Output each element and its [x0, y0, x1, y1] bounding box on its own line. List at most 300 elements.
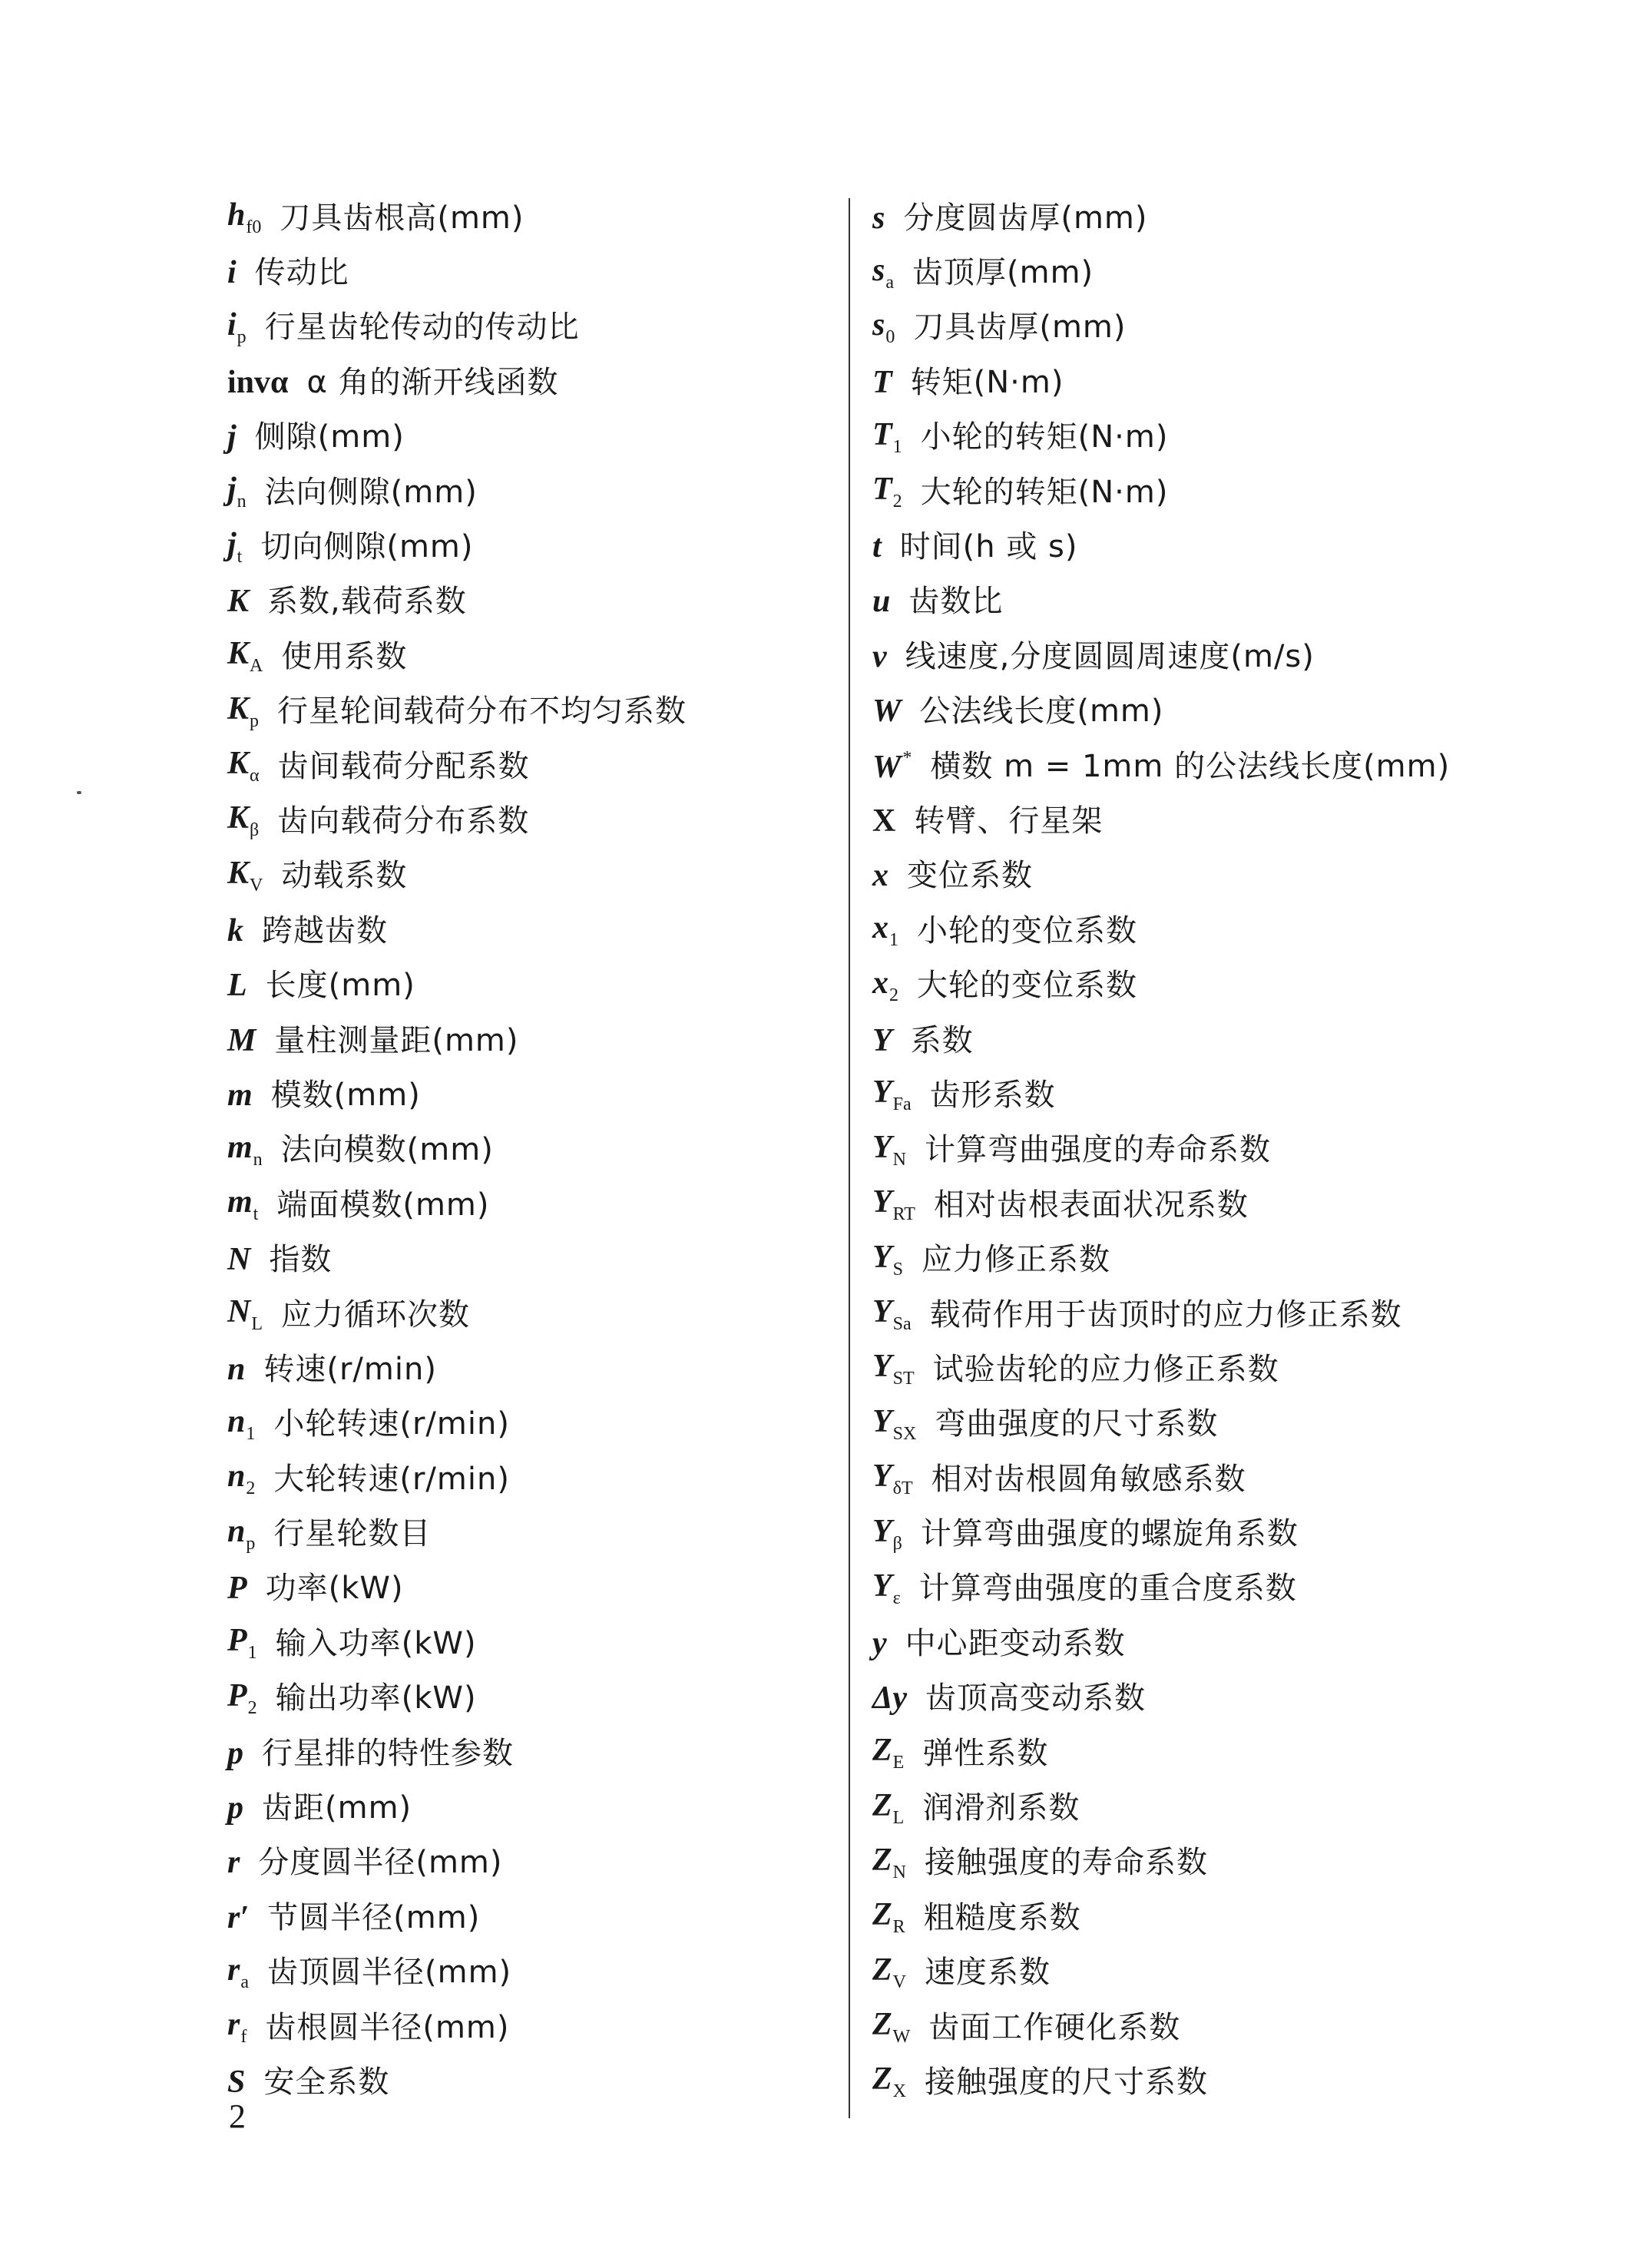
symbol-base: Y — [872, 1074, 892, 1111]
symbol — [227, 528, 242, 566]
symbol-entry — [872, 1452, 1563, 1506]
symbol-base: P — [227, 1677, 247, 1713]
symbol-entry — [872, 1945, 1563, 2000]
symbol — [872, 531, 882, 563]
symbol-base: i — [227, 255, 237, 291]
symbol-subscript: δT — [892, 1478, 913, 1499]
symbol-subscript: 1 — [889, 930, 898, 951]
symbol-base: W — [872, 750, 902, 786]
symbol-base: h — [227, 197, 246, 233]
symbol — [872, 1460, 913, 1498]
symbol-base: K — [227, 584, 250, 620]
symbol-description: 载荷作用于齿顶时的应力修正系数 — [929, 1296, 1402, 1333]
symbol-description: 计算弯曲强度的螺旋角系数 — [920, 1516, 1299, 1552]
symbol-entry — [872, 1780, 1563, 1835]
symbol-description: 行星排的特性参数 — [262, 1735, 514, 1771]
symbol — [872, 202, 885, 234]
symbol-entry — [227, 1232, 826, 1286]
symbol-entry — [227, 684, 826, 739]
symbol — [227, 584, 250, 620]
symbol-description: 齿面工作硬化系数 — [928, 2009, 1181, 2045]
symbol — [872, 1734, 904, 1772]
symbol — [872, 473, 902, 511]
symbol-description: 计算弯曲强度的寿命系数 — [925, 1132, 1271, 1168]
symbol-base: r′ — [227, 1899, 250, 1935]
symbol-entry — [872, 958, 1563, 1012]
symbol — [227, 1186, 258, 1223]
symbol-description: 法向侧隙(mm) — [264, 474, 478, 510]
symbol — [227, 257, 237, 289]
symbol-entry — [227, 1123, 826, 1177]
symbol-description: 端面模数(mm) — [276, 1187, 490, 1223]
symbol-entry — [227, 1506, 826, 1561]
symbol-entry — [872, 1671, 1563, 1726]
symbol-base: n — [227, 1351, 246, 1387]
symbol — [227, 690, 260, 731]
symbol-subscript: n — [253, 1149, 263, 1170]
symbol — [872, 366, 892, 399]
symbol-description: 公法线长度(mm) — [919, 694, 1164, 730]
symbol — [227, 199, 261, 237]
symbol — [227, 1022, 256, 1058]
symbol-subscript: RT — [892, 1204, 915, 1225]
symbol-entry — [872, 1123, 1563, 1177]
symbol-description: 线速度,分度圆圆周速度(m/s) — [905, 638, 1315, 674]
symbol-entry — [227, 355, 826, 409]
symbol-base: m — [227, 1184, 253, 1220]
symbol-base: K — [227, 690, 250, 727]
symbol-base: s — [872, 252, 885, 288]
symbol-description: 大轮转速(r/min) — [273, 1461, 510, 1497]
symbol-description: 齿数比 — [908, 584, 1004, 620]
symbol-entry — [227, 903, 826, 958]
symbol-base: Y — [872, 1129, 892, 1165]
symbol-entry — [872, 1726, 1563, 1780]
symbol-base: S — [227, 2064, 246, 2100]
symbol — [227, 1792, 243, 1824]
symbol — [872, 748, 912, 786]
symbol-subscript: 2 — [247, 1697, 257, 1718]
symbol — [872, 1787, 905, 1828]
symbol-base: T — [872, 416, 892, 452]
symbol — [227, 1954, 249, 1992]
symbol-entry — [227, 739, 826, 793]
symbol-subscript: V — [250, 875, 263, 896]
symbol-entry — [872, 2000, 1563, 2054]
symbol-base: K — [227, 636, 250, 672]
symbol — [227, 857, 263, 895]
symbol — [872, 1899, 905, 1936]
symbol-description: 安全系数 — [263, 2064, 390, 2100]
symbol — [872, 416, 902, 457]
symbol-entry — [227, 1890, 826, 1945]
symbol — [872, 1131, 906, 1169]
symbol-description: 行星轮数目 — [273, 1516, 432, 1552]
symbol-base: m — [227, 1077, 253, 1113]
symbol-subscript: p — [246, 1533, 256, 1554]
symbol-base: j — [227, 419, 237, 455]
symbol-description: 传动比 — [254, 255, 349, 291]
symbol-description: 齿距(mm) — [262, 1790, 412, 1826]
symbol-base: Δy — [872, 1680, 907, 1717]
symbol-entry — [227, 793, 826, 848]
symbol-entry — [227, 519, 826, 574]
symbol-subscript: ε — [892, 1588, 901, 1608]
symbol — [872, 306, 895, 347]
symbol-entry — [872, 1287, 1563, 1342]
symbol — [872, 1627, 887, 1660]
symbol-subscript: β — [250, 820, 260, 841]
symbol-base: N — [227, 1294, 251, 1329]
symbol-entry — [872, 300, 1563, 355]
symbol-subscript: f0 — [246, 217, 262, 238]
symbol-base: Z — [872, 1733, 892, 1769]
symbol-subscript: R — [892, 1917, 905, 1938]
symbol-entry — [227, 1342, 826, 1396]
symbol-base: r — [227, 1845, 240, 1881]
symbol-subscript: 0 — [885, 326, 895, 347]
symbol-entry — [872, 1561, 1563, 1616]
symbol — [872, 1350, 915, 1388]
symbol-base: Y — [872, 1294, 892, 1329]
symbol-base: p — [227, 1790, 243, 1826]
symbol-description: 试验齿轮的应力修正系数 — [932, 1351, 1279, 1387]
symbol-subscript: A — [250, 656, 263, 677]
symbol-entry — [872, 410, 1563, 465]
symbol-base: Y — [872, 1458, 892, 1495]
symbol-description: 长度(mm) — [265, 968, 415, 1004]
symbol-entry — [872, 1013, 1563, 1068]
symbol-description: 变位系数 — [907, 858, 1033, 894]
symbol-entry — [227, 1671, 826, 1726]
symbol-description: 润滑剂系数 — [922, 1790, 1080, 1826]
symbol-base: K — [227, 746, 250, 782]
symbol — [872, 1186, 915, 1223]
symbol-base: T — [872, 472, 892, 508]
symbol-subscript: Sa — [892, 1314, 912, 1334]
symbol-subscript: V — [892, 1972, 906, 1992]
symbol-description: 齿顶高变动系数 — [925, 1680, 1146, 1717]
symbol-superscript: * — [902, 748, 912, 769]
symbol — [227, 1243, 250, 1276]
symbol — [872, 805, 895, 837]
symbol-entry — [227, 245, 826, 300]
symbol-description: 输出功率(kW) — [275, 1680, 477, 1717]
symbol-description: 转速(r/min) — [263, 1351, 437, 1387]
symbol-base: W — [872, 694, 902, 730]
symbol-subscript: X — [892, 2081, 906, 2102]
symbol-description: 小轮的转矩(N·m) — [920, 419, 1169, 455]
symbol-description: 动载系数 — [281, 858, 408, 894]
symbol-description: 接触强度的尺寸系数 — [925, 2064, 1208, 2100]
symbol — [872, 1680, 907, 1717]
symbol-entry — [227, 849, 826, 903]
symbol-subscript: N — [892, 1862, 906, 1882]
symbol — [227, 802, 259, 839]
symbol-description: 刀具齿厚(mm) — [913, 310, 1127, 346]
symbol-base: p — [227, 1735, 243, 1771]
symbol-entry — [227, 1561, 826, 1616]
symbol-entry — [227, 1287, 826, 1342]
symbol-entry — [227, 1726, 826, 1780]
symbol-description: 转臂、行星架 — [914, 803, 1104, 839]
symbol-base: u — [872, 584, 891, 620]
symbol-entry — [872, 1890, 1563, 1945]
symbol-description: 应力循环次数 — [281, 1296, 471, 1333]
symbol-entry — [227, 465, 826, 519]
symbol-description: 齿形系数 — [929, 1077, 1056, 1113]
symbol-base: k — [227, 912, 243, 949]
symbol-description: 行星轮间载荷分布不均匀系数 — [277, 694, 687, 730]
symbol — [872, 584, 891, 620]
symbol-base: x — [872, 965, 888, 1001]
symbol — [872, 912, 898, 949]
symbol-subscript: a — [240, 1972, 250, 1992]
symbol-base: r — [227, 2007, 240, 2043]
symbol-description: 中心距变动系数 — [905, 1625, 1126, 1661]
symbol-base: v — [872, 638, 887, 674]
symbol — [227, 1405, 255, 1443]
symbol — [227, 1846, 240, 1879]
symbol-entry — [227, 410, 826, 465]
symbol-description: 刀具齿根高(mm) — [280, 200, 524, 236]
symbol-entry — [872, 1506, 1563, 1561]
symbol-subscript: 1 — [247, 1643, 257, 1664]
symbol-description: 行星齿轮传动的传动比 — [264, 310, 580, 346]
symbol-description: 接触强度的寿命系数 — [925, 1845, 1208, 1881]
symbol-base: s — [872, 200, 885, 236]
symbol-entry — [872, 574, 1563, 629]
symbol-description: 相对齿根表面状况系数 — [933, 1187, 1249, 1223]
symbol-base: x — [872, 858, 888, 894]
symbol-entry — [227, 1177, 826, 1232]
symbol — [227, 2066, 245, 2098]
symbol-description: 分度圆齿厚(mm) — [903, 200, 1148, 236]
symbol-entry — [872, 684, 1563, 739]
symbol-subscript: E — [892, 1753, 905, 1773]
symbol-description: 横数 m = 1mm 的公法线长度(mm) — [930, 748, 1451, 784]
symbol-subscript: SX — [892, 1423, 917, 1444]
symbol-subscript: p — [250, 710, 260, 731]
symbol-base: X — [872, 803, 896, 839]
symbol — [872, 859, 888, 892]
symbol — [227, 1079, 253, 1111]
symbol-description: 跨越齿数 — [262, 912, 388, 949]
symbol-entry — [227, 1452, 826, 1506]
symbol — [227, 421, 237, 453]
symbol-base: T — [872, 364, 892, 400]
symbol — [227, 1899, 250, 1935]
symbol-entry — [872, 355, 1563, 409]
symbol-base: Z — [872, 1842, 892, 1878]
symbol-entry — [872, 849, 1563, 903]
symbol — [227, 1571, 247, 1607]
symbol — [872, 1076, 912, 1114]
symbol-description: 转矩(N·m) — [910, 364, 1064, 400]
symbol — [872, 1954, 906, 1992]
symbol — [227, 2008, 247, 2046]
symbol-description: 切向侧隙(mm) — [260, 529, 474, 565]
symbol-subscript: α — [250, 766, 260, 786]
symbol-subscript: a — [885, 272, 895, 293]
symbol — [872, 2008, 910, 2046]
symbol-description: 系数,载荷系数 — [267, 584, 467, 620]
symbol-entry — [227, 300, 826, 355]
symbol-base: m — [227, 1129, 253, 1165]
symbol-subscript: W — [892, 2027, 911, 2048]
symbol-description: 齿间载荷分配系数 — [277, 748, 530, 784]
symbol-base: Y — [872, 1239, 892, 1275]
symbol-base: Y — [872, 1349, 892, 1385]
symbol-entry — [227, 629, 826, 684]
symbol-base: Z — [872, 1787, 892, 1823]
symbol-subscript: 2 — [246, 1478, 256, 1499]
symbol-base: Z — [872, 1897, 892, 1933]
symbol-entry — [872, 1397, 1563, 1452]
symbol-entry — [872, 465, 1563, 519]
symbol-base: i — [227, 306, 237, 343]
symbol-description: 弯曲强度的尺寸系数 — [935, 1406, 1219, 1442]
symbol — [227, 1515, 255, 1553]
symbol-description: 齿向载荷分布系数 — [277, 803, 530, 839]
symbol — [872, 1241, 903, 1279]
symbol-description: 大轮的转矩(N·m) — [920, 474, 1169, 510]
symbol — [872, 638, 887, 674]
symbol-description: α 角的渐开线函数 — [306, 364, 559, 400]
symbol — [227, 1624, 257, 1662]
symbol-entry — [227, 1945, 826, 2000]
symbol-description: 输入功率(kW) — [275, 1625, 477, 1661]
page-number: 2 — [229, 2097, 246, 2135]
symbol-description: 大轮的变位系数 — [917, 968, 1137, 1004]
symbol-entry — [227, 1616, 826, 1670]
symbol-subscript: β — [892, 1533, 902, 1554]
symbol — [227, 1460, 255, 1498]
symbol — [872, 967, 898, 1005]
symbol-entry — [872, 519, 1563, 574]
symbol — [227, 1737, 243, 1770]
symbol-subscript: L — [251, 1314, 263, 1334]
symbol-entry — [872, 2054, 1563, 2109]
symbol-base: P — [227, 1571, 247, 1607]
symbol-subscript: t — [237, 546, 243, 567]
symbol-description: 时间(h 或 s) — [899, 529, 1078, 565]
symbol-description: 侧隙(mm) — [254, 419, 405, 455]
symbol-entry — [227, 1397, 826, 1452]
symbol — [872, 1515, 902, 1553]
symbol — [872, 1844, 906, 1882]
symbol-description: 量柱测量距(mm) — [274, 1022, 519, 1058]
symbol-subscript: 1 — [246, 1423, 256, 1444]
symbol-base: Y — [872, 1513, 892, 1549]
symbol — [872, 1022, 892, 1058]
symbol — [227, 306, 247, 347]
symbol-entry — [872, 190, 1563, 245]
symbol-entry — [872, 1836, 1563, 1890]
symbol — [872, 1296, 912, 1333]
symbol — [227, 747, 260, 785]
symbol-base: x — [872, 910, 888, 946]
symbol-entry — [872, 1342, 1563, 1396]
symbol-base: Y — [872, 1022, 892, 1058]
symbol-subscript: n — [237, 492, 247, 512]
symbol-base: Z — [872, 1952, 892, 1988]
symbol-subscript: 2 — [892, 492, 902, 512]
symbol-base: y — [872, 1625, 887, 1661]
symbol-entry — [227, 190, 826, 245]
symbol-entry — [227, 574, 826, 629]
symbol-subscript: N — [892, 1149, 906, 1170]
symbol — [227, 1296, 263, 1333]
symbol-base: K — [227, 800, 250, 836]
symbol-base: s — [872, 306, 885, 343]
symbol-entry — [872, 903, 1563, 958]
symbol — [872, 1405, 916, 1443]
symbol-base: invα — [227, 364, 289, 400]
symbol-base: M — [227, 1022, 256, 1058]
symbol-description: 齿根圆半径(mm) — [265, 2009, 510, 2045]
symbol-entry — [872, 1616, 1563, 1670]
symbol-description: 计算弯曲强度的重合度系数 — [918, 1571, 1297, 1607]
symbol-entry — [227, 2000, 826, 2054]
symbol-description: 相对齿根圆角敏感系数 — [931, 1461, 1246, 1497]
symbol-subscript: ST — [892, 1369, 915, 1389]
symbol-entry — [227, 1013, 826, 1068]
symbol-entry — [872, 245, 1563, 300]
symbol-entry — [872, 1232, 1563, 1286]
column-divider — [849, 198, 850, 2118]
symbol-description: 使用系数 — [281, 638, 408, 674]
symbol — [872, 694, 902, 730]
symbol-base: Y — [872, 1568, 892, 1604]
symbol-entry — [227, 2054, 826, 2109]
symbol-description: 模数(mm) — [270, 1077, 421, 1113]
symbol-description: 齿顶圆半径(mm) — [267, 1955, 512, 1991]
right-symbol-column — [872, 190, 1563, 2110]
symbol-description: 齿顶厚(mm) — [912, 255, 1094, 291]
symbol-base: j — [227, 472, 237, 508]
symbol-subscript: f — [240, 2027, 247, 2048]
symbol-description: 粗糙度系数 — [923, 1899, 1081, 1935]
symbol-base: Z — [872, 2007, 892, 2043]
symbol — [227, 912, 243, 949]
symbol-description: 法向模数(mm) — [280, 1132, 494, 1168]
symbol-base: L — [227, 968, 247, 1004]
symbol-entry — [227, 958, 826, 1012]
symbol-base: N — [227, 1242, 251, 1278]
symbol — [872, 2063, 906, 2101]
symbol — [227, 1131, 263, 1169]
symbol — [227, 1677, 257, 1718]
symbol-entry — [872, 629, 1563, 684]
symbol — [227, 473, 247, 511]
symbol-base: K — [227, 855, 250, 891]
symbol-description: 指数 — [269, 1242, 333, 1278]
symbol-subscript: p — [237, 326, 247, 347]
symbol-subscript: 1 — [892, 436, 902, 457]
symbol-base: n — [227, 1403, 246, 1439]
symbol-base: t — [872, 529, 882, 565]
symbol — [227, 969, 247, 1002]
symbol-description: 系数 — [910, 1022, 974, 1058]
symbol-base: r — [227, 1952, 240, 1988]
symbol — [227, 366, 288, 399]
symbol-description: 弹性系数 — [922, 1735, 1049, 1771]
symbol-entry — [872, 1068, 1563, 1122]
symbol-entry — [872, 793, 1563, 848]
symbol-description: 小轮的变位系数 — [917, 912, 1137, 949]
symbol-entry — [227, 1836, 826, 1890]
